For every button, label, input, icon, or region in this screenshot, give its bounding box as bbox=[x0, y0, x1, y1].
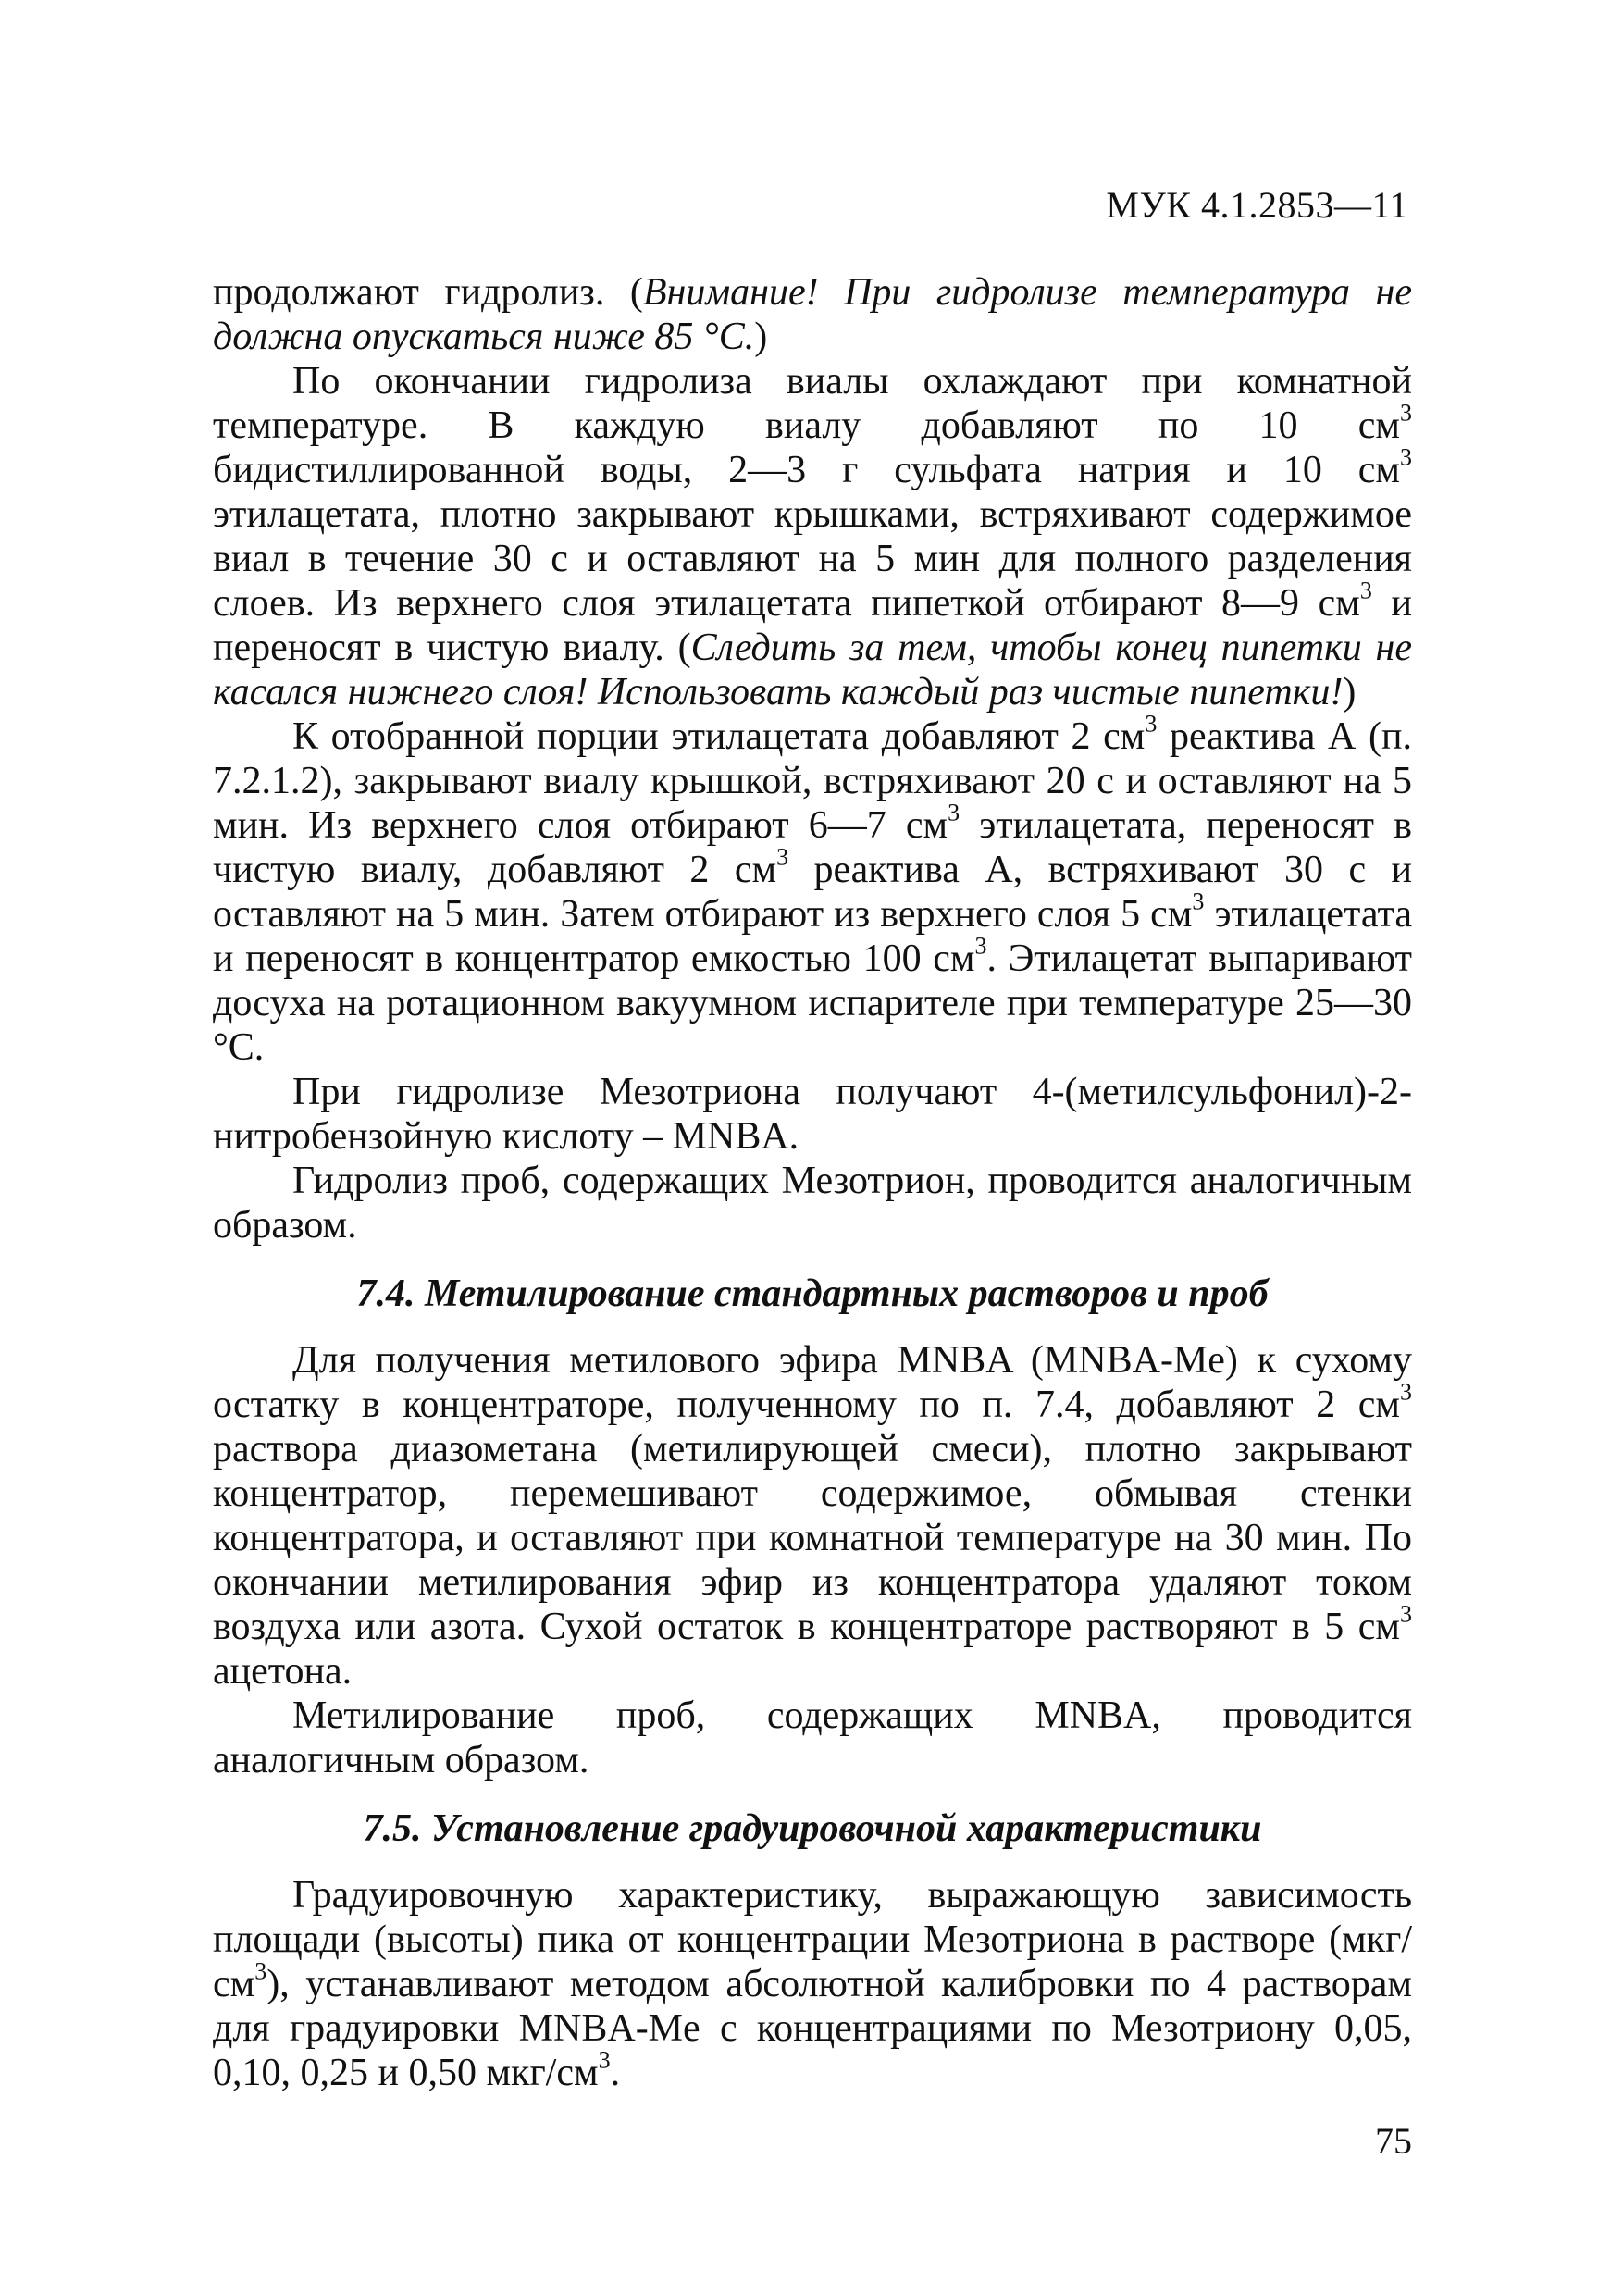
paragraph-cooling-extraction: По окончании гидролиза виалы охлаждают при комнатной температуре. В каждую виалу добавляют по 10 $см^3$ бидистиллированной воды, 2—3 г сульфата натрия и 10 $см^3$ этилацетата, плотно закрывают крышками, встряхивают содержимое виал в течение 30 с и оставляют на 5 мин для полного разделения слоев. Из верхнего слоя этилацетата пипеткой отбирают 8—9 $см^3$ и переносят в чистую виалу. (Следить за тем, чтобы конец пипетки не касался нижнего слоя! Использовать каждый раз чистые пипетки!) bbox=[213, 360, 1413, 714]
paragraph-calibration: Градуировочную характеристику, выражающую зависимость площади (высоты) пика от концентрации Мезотриона в растворе $(мкг/см^3)$, устанавливают методом абсолютной калибровки по 4 растворам для градуировки MNBA-Me с концентрациями по Мезотриону 0,05, 0,10, 0,25 и 0,50 мкг/$см^3$. bbox=[213, 1874, 1412, 2094]
page-number: 75 bbox=[1375, 2120, 1412, 2162]
pipette-note: Следить за тем, чтобы конец пипетки не касался нижнего слоя! Использовать каждый раз чистые пипетки! bbox=[213, 627, 1413, 714]
page-body bbox=[213, 270, 1412, 2095]
paragraph-methylation-samples: Метилирование проб, содержащих MNBA, проводится аналогичным образом. bbox=[213, 1694, 1412, 1781]
paragraph-methylation: Для получения метилового эфира MNBA (MNBA-Me) к сухому остатку в концентраторе, полученному по п. 7.4, добавляют 2 $см^3$ раствора диазометана (метилирующей смеси), плотно закрывают концентратор, перемешивают содержимое, обмывая стенки концентратора, и оставляют при комнатной температуре на 30 мин. По окончании метилирования эфир из концентратора удаляют током воздуха или азота. Сухой остаток в концентраторе растворяют в 5 $см^3$ ацетона. bbox=[213, 1339, 1412, 1693]
paragraph-reagent-a: К отобранной порции этилацетата добавляют 2 $см^3$ реактива А (п. 7.2.1.2), закрывают виалу крышкой, встряхивают 20 с и оставляют на 5 мин. Из верхнего слоя отбирают 6—7 $см^3$ этилацетата, переносят в чистую виалу, добавляют 2 $см^3$ реактива А, встряхивают 30 с и оставляют на 5 мин. Затем отбирают из верхнего слоя 5 $см^3$ этилацетата и переносят в концентратор емкостью 100 $см^3$. Этилацетат выпаривают досуха на ротационном вакуумном испарителе при температуре 25—30 °С. bbox=[213, 710, 1412, 1069]
paragraph-hydrolysis-continue: продолжают гидролиз. (Внимание! При гидролизе температура не должна опускаться ниже 85 °С.) bbox=[213, 271, 1412, 358]
document-id: МУК 4.1.2853—11 bbox=[1106, 184, 1408, 226]
paragraph-mnba-product: При гидролизе Мезотриона получают 4-(метилсульфонил)-2-нитробензойную кислоту – MNBA. bbox=[213, 1071, 1412, 1158]
warning-note: Внимание! При гидролизе температура не должна опускаться ниже 85 °С. bbox=[213, 271, 1412, 358]
section-heading-7-4: 7.4. Метилирование стандартных растворов и проб bbox=[356, 1272, 1269, 1315]
section-heading-7-5: 7.5. Установление градуировочной характеристики bbox=[363, 1807, 1262, 1850]
paragraph-hydrolysis-samples: Гидролиз проб, содержащих Мезотрион, проводится аналогичным образом. bbox=[213, 1160, 1412, 1247]
